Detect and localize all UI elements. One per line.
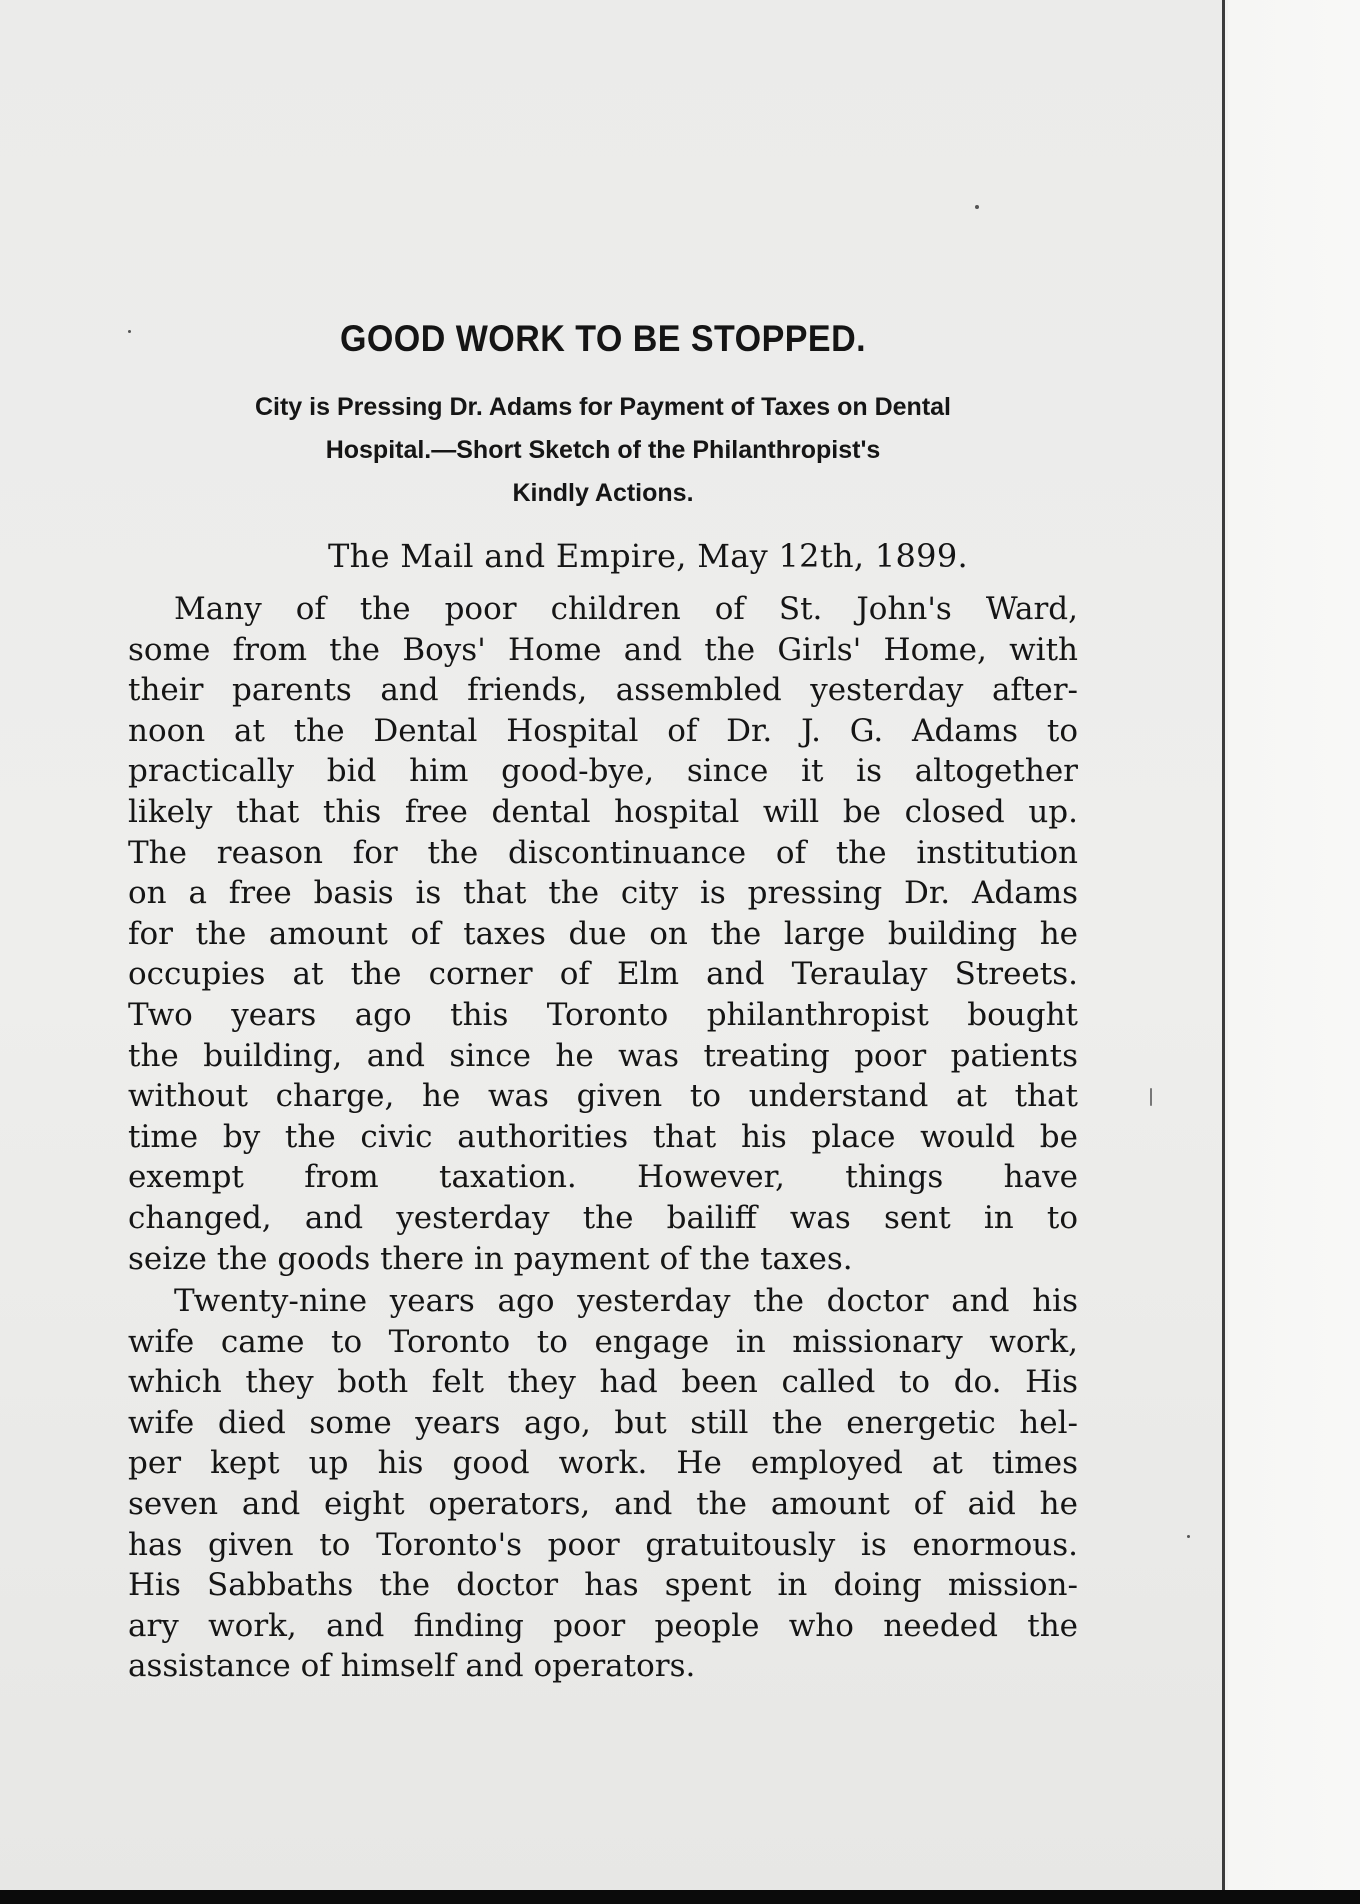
article-paragraph-2 [128,1281,1078,1687]
article-paragraph-1 [128,589,1078,1279]
paper-speck [1187,1535,1190,1538]
text-line: some from the Boys' Home and the Girls' Home, with [128,631,1078,668]
text-line: changed, and yesterday the bailiff was sent in to [128,1199,1078,1236]
text-line: ary work, and finding poor people who needed the [128,1607,1078,1644]
paper-speck [1150,1088,1152,1106]
article-dateline: The Mail and Empire, May 12th, 1899. [328,537,968,575]
text-line: His Sabbaths the doctor has spent in doing mission- [128,1567,1078,1604]
adjacent-page-edge [1228,0,1360,1904]
paper-speck [975,205,979,209]
text-line: Twenty-nine years ago yesterday the doctor and his [174,1283,1078,1320]
text-line: per kept up his good work. He employed at times [128,1445,1078,1482]
text-line: assistance of himself and operators. [128,1648,696,1685]
text-line: has given to Toronto's poor gratuitously is enormous. [128,1526,1078,1563]
text-line: their parents and friends, assembled yesterday after- [128,672,1078,709]
text-line: occupies at the corner of Elm and Teraulay Streets. [128,956,1078,993]
text-line: The reason for the discontinuance of the institution [128,834,1078,871]
text-line: time by the civic authorities that his place would be [128,1118,1078,1155]
text-line: for the amount of taxes due on the large building he [128,915,1078,952]
text-line: seven and eight operators, and the amount of aid he [128,1486,1078,1523]
article [128,318,1078,1687]
subheading-line: Hospital.—Short Sketch of the Philanthropist's [325,436,881,464]
text-line: which they both felt they had been called to do. His [128,1364,1078,1401]
article-subheading [128,386,1078,515]
text-line: Many of the poor children of St. John's Ward, [174,591,1078,627]
scan-bottom-border [0,1890,1360,1904]
text-line: without charge, he was given to understand at that [128,1078,1078,1115]
text-line: practically bid him good-bye, since it is altogether [128,753,1078,790]
subheading-line: Kindly Actions. [512,479,694,507]
text-line: seize the goods there in payment of the taxes. [128,1240,853,1277]
text-line: exempt from taxation. However, things have [128,1159,1078,1196]
text-line: Two years ago this Toronto philanthropist bought [128,996,1078,1033]
text-line: noon at the Dental Hospital of Dr. J. G. Adams to [128,712,1078,749]
text-line: on a free basis is that the city is pressing Dr. Adams [128,875,1078,912]
text-line: wife died some years ago, but still the energetic hel- [128,1404,1078,1441]
text-line: wife came to Toronto to engage in missionary work, [128,1323,1078,1360]
article-headline: GOOD WORK TO BE STOPPED. [339,318,867,359]
subheading-line: City is Pressing Dr. Adams for Payment of Taxes on Dental [254,393,952,421]
text-line: likely that this free dental hospital will be closed up. [128,793,1078,830]
text-line: the building, and since he was treating poor patients [128,1037,1078,1074]
